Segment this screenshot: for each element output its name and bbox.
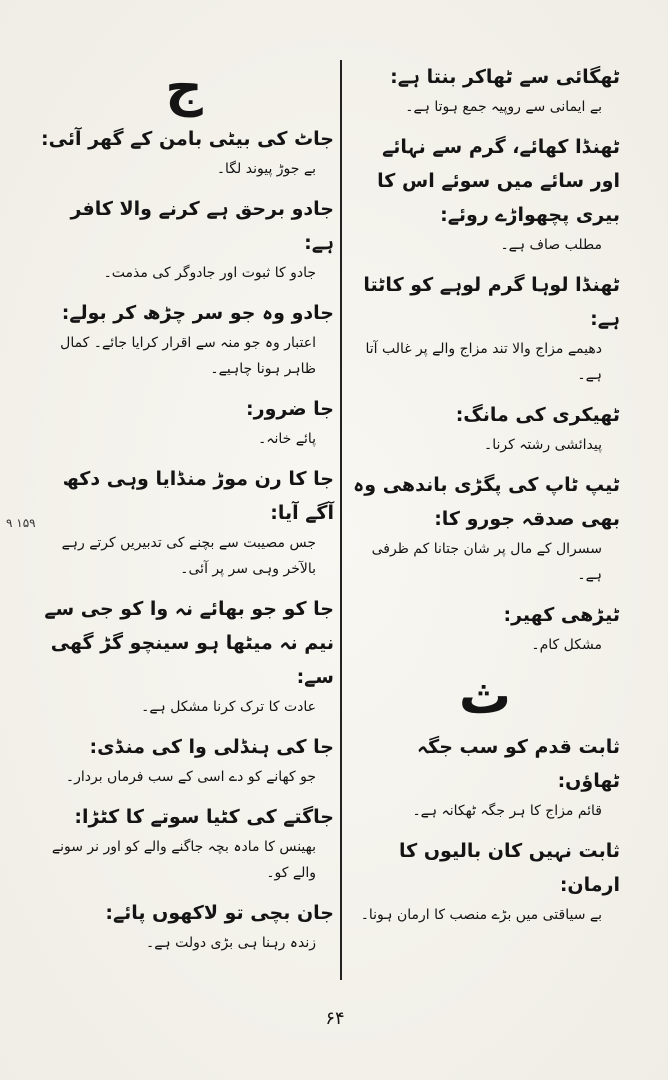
entry-desc: جو کھانے کو دے اسی کے سب فرماں بردار۔ (65, 769, 316, 785)
entry-left-1 (34, 122, 334, 182)
entry-right-4 (350, 398, 620, 458)
entry-left-7 (34, 730, 334, 790)
entry-desc: پیدائشی رشتہ کرنا۔ (484, 437, 602, 453)
entry-left-9 (34, 896, 334, 956)
entry-desc: عادت کا ترک کرنا مشکل ہے۔ (141, 699, 316, 715)
entry-right-8 (350, 834, 620, 928)
entry-desc: جادو کا ثبوت اور جادوگر کی مذمت۔ (103, 265, 316, 281)
entry-title: ٹھنڈا کھائے، گرم سے نہائے اور سائے میں سوئے اس کا بیری پچھواڑے روئے: (377, 136, 620, 226)
entry-desc: بے سیاقتی میں بڑے منصب کا ارمان ہونا۔ (360, 907, 602, 923)
entry-title: جا کی ہنڈلی وا کی منڈی: (89, 736, 334, 758)
column-divider (340, 60, 342, 980)
entry-desc: قائم مزاج کا ہر جگہ ٹھکانہ ہے۔ (412, 803, 602, 819)
entry-left-8 (34, 800, 334, 886)
entry-right-2 (350, 130, 620, 258)
entry-title: ثابت نہیں کان بالیوں کا ارمان: (399, 840, 620, 896)
entry-title: ٹھیکری کی مانگ: (455, 404, 620, 426)
entry-right-5 (350, 468, 620, 588)
entry-title: ٹیڑھی کھیر: (503, 604, 620, 626)
entry-title: جادو وہ جو سر چڑھ کر بولے: (61, 302, 334, 324)
entry-title: جان بچی تو لاکھوں پائے: (105, 902, 334, 924)
entry-right-7 (350, 730, 620, 824)
entry-left-3 (34, 296, 334, 382)
entry-desc: دھیمے مزاج والا تند مزاج والے پر غالب آتا ہے۔ (365, 341, 602, 383)
entry-left-2 (34, 192, 334, 286)
entry-title: ٹھگائی سے ٹھاکر بنتا ہے: (390, 66, 620, 88)
entry-title: ٹیپ ٹاپ کی پگڑی باندھی وہ بھی صدقہ جورو کا: (353, 474, 620, 530)
margin-annotation: ۱۵۹ ۹ (6, 516, 36, 530)
entry-title: جاٹ کی بیٹی بامن کے گھر آئی: (41, 128, 334, 150)
entry-desc: سسرال کے مال پر شان جتانا کم ظرفی ہے۔ (371, 541, 602, 583)
entry-desc: اعتبار وہ جو منہ سے اقرار کرایا جائے۔ کمال ظاہر ہونا چاہیے۔ (60, 335, 316, 377)
left-column (34, 60, 334, 966)
entry-left-6 (34, 592, 334, 720)
entry-desc: مطلب صاف ہے۔ (500, 237, 602, 253)
entry-desc: بے ایمانی سے روپیہ جمع ہوتا ہے۔ (405, 99, 602, 115)
entry-right-1 (350, 60, 620, 120)
entry-title: ٹھنڈا لوہا گرم لوہے کو کاٹتا ہے: (363, 274, 620, 330)
entry-title: جادو برحق ہے کرنے والا کافر ہے: (70, 198, 334, 254)
entry-right-3 (350, 268, 620, 388)
section-letter-jeem: ج (165, 58, 203, 118)
entry-title: جا کا رن موڑ منڈایا وہی دکھ آگے آیا: (62, 468, 334, 524)
entry-desc: مشکل کام۔ (531, 637, 602, 653)
entry-left-5 (34, 462, 334, 582)
entry-desc: جس مصیبت سے بچنے کی تدبیریں کرتے رہے بالآخر وہی سر پر آئی۔ (61, 535, 316, 577)
page-number: ۶۴ (325, 1008, 345, 1029)
section-letter-seh: ث (458, 666, 512, 726)
entry-title: جاگتے کی کٹیا سوتے کا کٹڑا: (74, 806, 334, 828)
entry-title: جا ضرور: (246, 398, 334, 420)
entry-left-4 (34, 392, 334, 452)
entry-title: ثابت قدم کو سب جگہ ٹھاؤں: (417, 736, 620, 792)
entry-desc: زندہ رہنا ہی بڑی دولت ہے۔ (146, 935, 316, 951)
entry-right-6 (350, 598, 620, 658)
entry-desc: پائے خانہ۔ (258, 431, 316, 447)
entry-title: جا کو جو بھائے نہ وا کو جی سے نیم نہ میٹھا ہو سینچو گڑ گھی سے: (44, 598, 334, 688)
entry-desc: بھینس کا مادہ بچہ جاگنے والے کو اور نر سونے والے کو۔ (51, 839, 316, 881)
right-column (350, 60, 620, 938)
entry-desc: بے جوڑ پیوند لگا۔ (216, 161, 316, 177)
